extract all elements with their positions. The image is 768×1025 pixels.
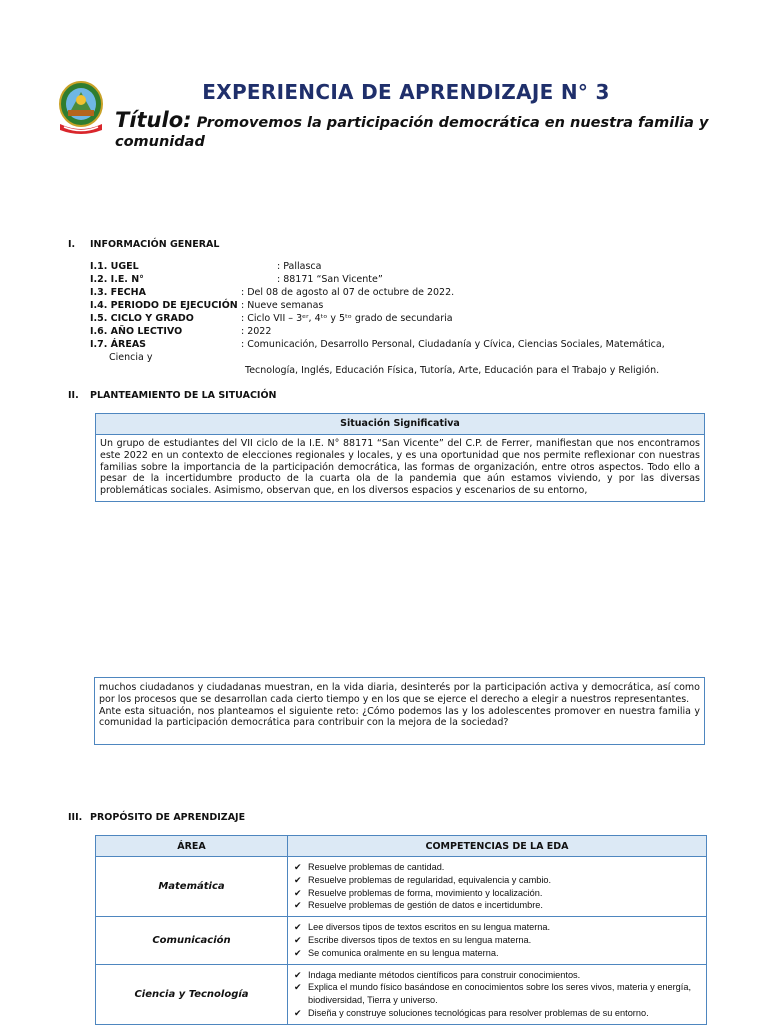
subtitle	[115, 108, 715, 152]
check-icon: ✔	[294, 900, 302, 911]
situation-box-title: Situación Significativa	[96, 414, 704, 435]
situation-box	[95, 413, 705, 502]
table-row	[96, 857, 707, 917]
table-header-row	[96, 836, 707, 857]
area-cell-comunicacion: Comunicación	[96, 917, 288, 964]
section-heading-informacion-general: I. INFORMACIÓN GENERAL	[68, 239, 220, 250]
area-cell-ciencia-tecnologia: Ciencia y Tecnología	[96, 964, 288, 1024]
check-icon: ✔	[294, 969, 302, 980]
situation-box-continued	[94, 677, 705, 745]
column-header-area: ÁREA	[96, 836, 288, 857]
check-icon: ✔	[294, 947, 302, 958]
competencies-cell	[288, 917, 707, 964]
document-title: EXPERIENCIA DE APRENDIZAJE N° 3	[202, 80, 610, 104]
situation-paragraph-1: Un grupo de estudiantes del VII ciclo de la I.E. N° 88171 “San Vicente” del C.P. de Ferrer, manifiestan que nos encontramos este 2022 en un contexto de elecciones regionales y locales, y es una oportunidad que nos permite reflexionar con nuestras familias sobre la importancia de la participación democrática, las formas de organización, entre otros aspectos. Todo ello a pesar de la incertidumbre producto de la cuarta ola de la pandemia que aún estamos viviendo, y por las diversas problemáticas sociales. Asimismo, observan que, en los diversos espacios y escenarios de su entorno,	[100, 438, 700, 497]
situation-paragraph-3: Ante esta situación, nos planteamos el siguiente reto: ¿Cómo podemos las y los adolescentes promover en nuestra familia y comunidad la participación democrática para contribuir con la mejora de la sociedad?	[99, 705, 700, 729]
section-heading-planteamiento: II. PLANTEAMIENTO DE LA SITUACIÓN	[68, 390, 277, 401]
list-item: ✔ Indaga mediante métodos científicos para construir conocimientos.	[294, 969, 581, 980]
check-icon: ✔	[294, 874, 302, 885]
info-areas-wrap: Ciencia y	[109, 352, 153, 363]
info-areas-continuation: Tecnología, Inglés, Educación Física, Tutoría, Arte, Educación para el Trabajo y Religión.	[245, 365, 660, 376]
column-header-competencias: COMPETENCIAS DE LA EDA	[288, 836, 707, 857]
check-icon: ✔	[294, 1007, 302, 1018]
check-icon: ✔	[294, 934, 302, 945]
subtitle-label: Título:	[115, 108, 192, 132]
competencies-cell	[288, 857, 707, 917]
table-row	[96, 917, 707, 964]
area-cell-matematica: Matemática	[96, 857, 288, 917]
list-item: ✔ Resuelve problemas de forma, movimiento y localización.	[294, 887, 543, 898]
list-item: ✔ Lee diversos tipos de textos escritos en su lengua materna.	[294, 922, 551, 933]
list-item: ✔ Explica el mundo físico basándose en conocimientos sobre los seres vivos, materia y energía, biodiversidad, Tierra y universo.	[294, 982, 692, 1006]
general-info-list: I.1. UGEL : Pallasca I.2. I.E. N° : 88171 “San Vicente” I.3. FECHA : Del 08 de agosto al 07 de octubre de 2022. I.4. PERIODO DE EJECUCIÓN : Nueve semanas I.5. CICLO Y GRADO : Ciclo VII – 3ᵉʳ, 4ᵗᵒ y 5ᵗᵒ grado de secundaria I.6. AÑO LECTIVO : 2022 I.7. ÁREAS : Comunicación, Desarrollo Personal, Ciudadanía y Cívica, Ciencias Sociales, Matemática, Ciencia y Tecnología, Inglés, Educación Física, Tutoría, Arte, Educación para el Trabajo y Religión.	[90, 261, 665, 376]
situation-paragraph-2: muchos ciudadanos y ciudadanas muestran, en la vida diaria, desinterés por la participación activa y democrática, así como por los procesos que se desarrollan cada cierto tiempo y en los que se ejerce el derecho a elegir a nuestros representantes.	[99, 682, 700, 705]
check-icon: ✔	[294, 922, 302, 933]
competencies-cell	[288, 964, 707, 1024]
table-row	[96, 964, 707, 1024]
subtitle-text: Promovemos la participación democrática en nuestra familia y comunidad	[115, 115, 709, 150]
check-icon: ✔	[294, 982, 302, 993]
list-item: ✔ Resuelve problemas de regularidad, equivalencia y cambio.	[294, 874, 552, 885]
list-item: ✔ Diseña y construye soluciones tecnológicas para resolver problemas de su entorno.	[294, 1007, 649, 1018]
list-item: ✔ Se comunica oralmente en su lengua materna.	[294, 947, 499, 958]
section-heading-proposito: III. PROPÓSITO DE APRENDIZAJE	[68, 812, 246, 823]
check-icon: ✔	[294, 887, 302, 898]
list-item: ✔ Resuelve problemas de cantidad.	[294, 862, 445, 872]
list-item: ✔ Resuelve problemas de gestión de datos e incertidumbre.	[294, 900, 543, 911]
list-item: ✔ Escribe diversos tipos de textos en su lengua materna.	[294, 934, 532, 945]
competencies-table	[95, 835, 707, 1025]
check-icon: ✔	[294, 862, 302, 872]
